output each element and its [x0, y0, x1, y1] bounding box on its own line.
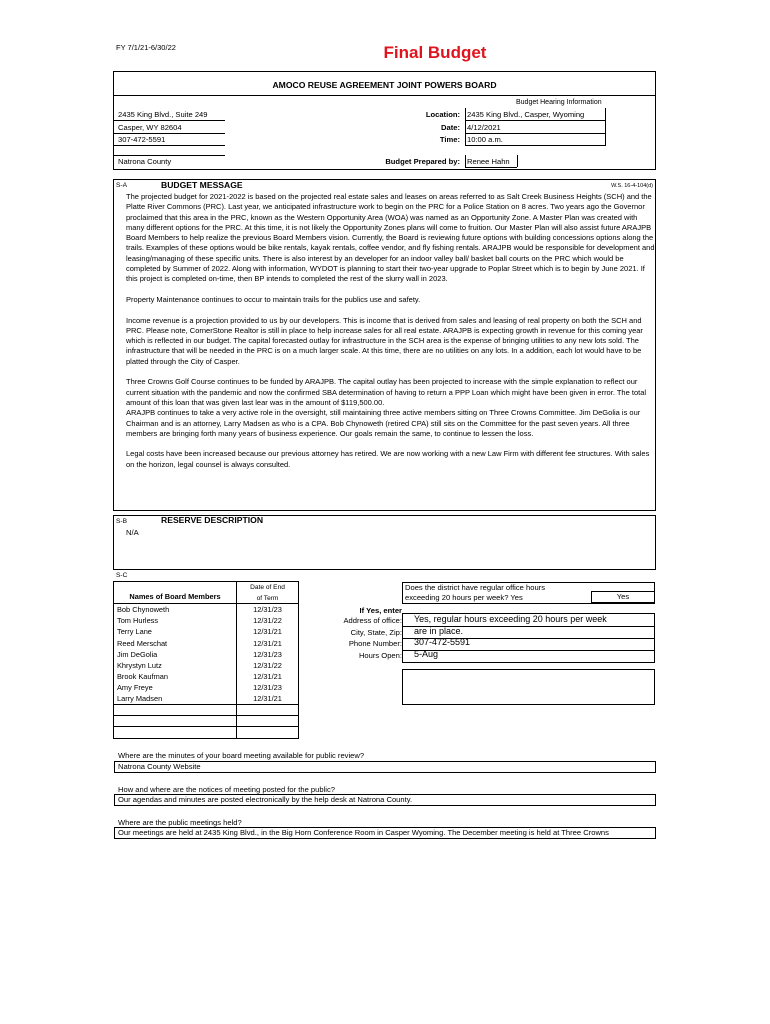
reserve-heading: RESERVE DESCRIPTION [161, 515, 264, 525]
member-name: Tom Hurless [114, 615, 237, 626]
member-term: 12/31/22 [237, 660, 299, 671]
member-term: 12/31/21 [237, 671, 299, 682]
empty-box [402, 669, 655, 705]
budget-paragraph: Property Maintenance continues to occur to maintain trails for the publics use and safety. [126, 294, 421, 304]
table-row [114, 649, 299, 660]
member-name: Jim DeGolia [114, 649, 237, 660]
divider [113, 120, 225, 121]
member-term: 12/31/21 [237, 693, 299, 704]
divider [113, 155, 225, 156]
divider [465, 155, 466, 167]
office-address-label: Address of office: [343, 616, 402, 625]
board-name: AMOCO REUSE AGREEMENT JOINT POWERS BOARD [272, 80, 497, 90]
names-header: Names of Board Members [114, 582, 237, 604]
board-members-table [113, 581, 299, 739]
table-row [114, 705, 299, 716]
divider [465, 133, 605, 134]
section-tag: S-A [116, 182, 127, 189]
member-term: 12/31/22 [237, 615, 299, 626]
office-phone-label: Phone Number: [348, 639, 402, 648]
member-name: Bob Chynoweth [114, 604, 237, 615]
member-name: Larry Madsen [114, 693, 237, 704]
table-row [114, 682, 299, 693]
office-address-value[interactable]: Yes, regular hours exceeding 20 hours per week [414, 614, 607, 624]
budget-paragraph: Three Crowns Golf Course continues to be funded by ARAJPB. The capital outlay has been projected to increase with the simple explanation to reflect our current situation with the pandemic and now the confirmed SBA determination of having to return a PPP Loan which might have been given in error. The total amount of this loan that was given last lear was in the amount of $119,500.00. ARAJPB continues to take a very active role in the oversight, still maintaining three active members sitting on Three Crowns Committee. Jim DeGolia is our Chairman and is an attorney, Larry Madsen as who is a CPA. Bob Chynoweth (retired CPA) still sits on the Committee for the past seven years. All three members are bringing forth many years of business experience. Our goals remain the same, to continue to lessen the loss. [126, 377, 647, 438]
term-header-line1: Date of End [237, 582, 299, 593]
member-term: 12/31/23 [237, 682, 299, 693]
date-value: 4/12/2021 [467, 123, 501, 132]
budget-message-body [126, 192, 656, 480]
office-hours-value[interactable]: 5-Aug [414, 649, 439, 659]
divider [113, 133, 225, 134]
table-row [114, 626, 299, 637]
member-term: 12/31/21 [237, 626, 299, 637]
member-term: 12/31/21 [237, 637, 299, 648]
hearing-info-label: Budget Hearing Information [516, 99, 602, 106]
budget-paragraph: Legal costs have been increased because our previous attorney has retired. We are now working with a new Law Firm with different fee structures. With sales on the horizon, legal counsel is always consulted. [126, 449, 650, 469]
if-yes-label: If Yes, enter [359, 606, 402, 615]
table-row [114, 671, 299, 682]
member-term: 12/31/23 [237, 649, 299, 660]
office-city-value[interactable]: are in place. [414, 626, 464, 636]
divider [517, 155, 518, 167]
phone: 307-472-5591 [118, 135, 166, 144]
table-row [114, 604, 299, 615]
member-term: 12/31/23 [237, 604, 299, 615]
county: Natrona County [118, 157, 172, 166]
reserve-value: N/A [126, 528, 139, 537]
table-row [114, 693, 299, 704]
divider [465, 145, 605, 146]
statute-reference: W.S. 16-4-104(d) [611, 183, 653, 189]
location-label: Location: [425, 110, 460, 119]
divider [465, 167, 517, 168]
time-label: Time: [439, 135, 460, 144]
section-tag: S-B [116, 518, 127, 525]
prepared-by-value: Renee Hahn [467, 157, 510, 166]
notices-answer[interactable]: Our agendas and minutes are posted electronically by the help desk at Natrona County. [114, 794, 656, 806]
notices-question: How and where are the notices of meeting posted for the public? [118, 785, 335, 794]
final-budget-title: Final Budget [383, 43, 487, 62]
member-name: Reed Merschat [114, 637, 237, 648]
divider [113, 145, 225, 146]
office-hours-label: Hours Open: [358, 651, 402, 660]
office-phone-value[interactable]: 307-472-5591 [414, 637, 471, 647]
meetings-answer[interactable]: Our meetings are held at 2435 King Blvd., in the Big Horn Conference Room in Casper Wyoming. The December meeting is held at Three Crowns [114, 827, 656, 839]
fiscal-year: FY 7/1/21-6/30/22 [116, 43, 176, 52]
table-row [114, 716, 299, 727]
section-tag: S-C [116, 572, 128, 579]
divider [465, 120, 605, 121]
location-value: 2435 King Blvd., Casper, Wyoming [467, 110, 585, 119]
member-name: Khrystyn Lutz [114, 660, 237, 671]
budget-paragraph: Income revenue is a projection provided to us by our developers. This is income that is derived from sales and leasing of real property on both the SCH and PRC. Please note, CornerStone Realtor is still in place to help increase sales for all real estate. ARAJPB is expecting growth in revenue for this coming year which is reflected in our budget. The capital forecasted outlay for infrastructure in the SCH area is the expense of bringing utilities to any new lots sold. The infrastructure that will be needed in the PRC is on a much larger scale. At this time, there are no utilities on any lots. In a addition, each lot would have to be platted through the City of Casper. [126, 315, 643, 366]
office-hours-answer[interactable]: Yes [591, 591, 655, 603]
time-value: 10:00 a.m. [467, 135, 503, 144]
minutes-question: Where are the minutes of your board meeting available for public review? [118, 751, 365, 760]
address-line1: 2435 King Blvd., Suite 249 [118, 110, 208, 119]
table-row [114, 727, 299, 738]
budget-paragraph: The projected budget for 2021-2022 is based on the projected real estate sales and leases on areas referred to as Salt Creek Business Heights (SCH) and the Platte River Commons (PRC). Last year, we anticipated infrastructure work to begin on the PRC for a Police Station on 8 acres. Two years ago the Governor proclaimed that this area in the PRC, known as the Western Opportunity Area (WOA) was named as an Opportunity Zone. A Master Plan was created with many different options for the PRC. At this time, it is not likely the Opportunity Zones plans will come to fruition. Our Master Plan will also assist future ARAJPB Board Members to help realize the previous Board Members vision. Currently, the Board is reviewing future options with building concessions options along the trails. Examples of these options would be bike rentals, kayak rentals, coffee vendor, and fly fishing rentals. ARAJPB would be responsible for development and leasing/managing of these specific units. There is also interest by an developer for an indoor valley ball/ basket ball courts on the PRC which would be completed by Summer of 2022. Along with information, WYDOT is planning to start their two-year upgrade to Poplar Street which is to begin by June 2021. If this project is completed on-time, then BP intends to completed the rest of the slurry wall in 2023. [126, 192, 655, 284]
member-name: Amy Freye [114, 682, 237, 693]
divider [605, 108, 606, 146]
date-label: Date: [441, 123, 460, 132]
table-row [114, 660, 299, 671]
office-city-label: City, State, Zip: [350, 628, 402, 637]
budget-message-heading: BUDGET MESSAGE [161, 180, 243, 190]
prepared-by-label: Budget Prepared by: [385, 157, 460, 166]
minutes-answer[interactable]: Natrona County Website [114, 761, 656, 773]
divider [113, 95, 656, 96]
table-row [114, 615, 299, 626]
meetings-question: Where are the public meetings held? [118, 818, 242, 827]
table-row [114, 637, 299, 648]
member-name: Terry Lane [114, 626, 237, 637]
divider [465, 108, 466, 146]
page-title [0, 43, 770, 63]
office-question-line2: exceeding 20 hours per week? Yes [405, 593, 523, 602]
office-question-line1: Does the district have regular office hours [405, 583, 545, 592]
member-name: Brook Kaufman [114, 671, 237, 682]
address-line2: Casper, WY 82604 [118, 123, 182, 132]
term-header-line2: of Term [237, 593, 299, 604]
